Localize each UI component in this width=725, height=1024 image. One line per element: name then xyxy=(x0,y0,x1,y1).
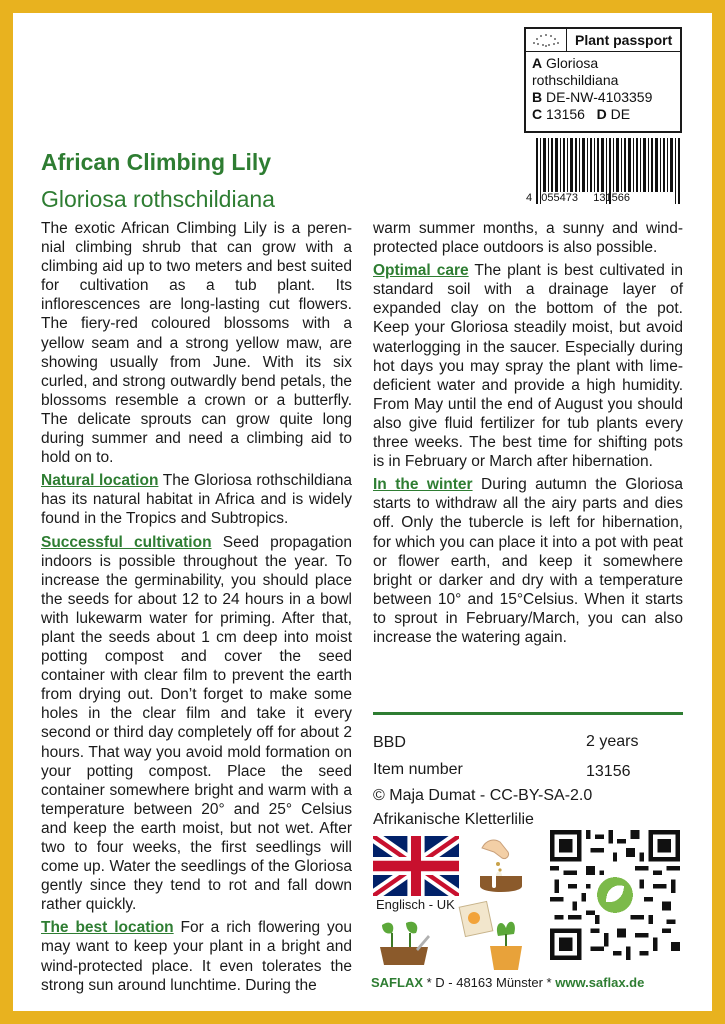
location-continued: warm summer months, a sunny and wind-protected place outdoors is also possible. xyxy=(373,220,683,257)
bbd-value: 2 years xyxy=(586,733,639,750)
qr-code-icon xyxy=(550,830,680,960)
cultivation-paragraph: Successful cultivation Seed propagation indoors is possible throughout the year. To increase the germinability, you should place the seeds for about 12 to 24 hours in a bowl with lukewarm water for priming. After that, plant the seeds about 1 cm deep into moist potting compost and cover the seed container with clear film to prevent the earth from drying out. Don’t forget to make some holes in the clear film and take it every second or third day completely off for about 2 hours. That way you avoid mold formation on your potting compost. Place the seed container somewhere bright and warm with a temperature between 20° and 25° Celsius and keep the earth moist, but not wet. After two to four weeks, the first seedlings will come up. Water the seedlings of the Gloriosa gently since they tend to rot and fall down rather quickly. xyxy=(41,533,352,914)
barcode-numbers: 4 055473 131566 xyxy=(526,192,631,204)
location-heading: The best location xyxy=(41,919,174,937)
text-column-right xyxy=(373,219,683,651)
text-column-left xyxy=(41,219,352,999)
brand-name: SAFLAX xyxy=(371,975,423,990)
footer xyxy=(371,975,644,990)
winter-paragraph: In the winter During autumn the Gloriosa starts to withdraw all the airy parts and dies off. Only the tubercle is left for hibernation, for which you can place it into a pot with peat or flower earth, and keep it somewhere bright or darker and dry with a temperature between 10° and 15°Celsius. When it starts to sprout in February/March, you can also increase the watering again. xyxy=(373,476,683,646)
eu-organic-leaf-icon xyxy=(526,29,567,51)
item-number-value: 13156 xyxy=(586,763,631,780)
bbd-label: BBD xyxy=(373,734,406,751)
german-name: Afrikanische Kletterlilie xyxy=(373,811,534,828)
cultivation-heading: Successful cultivation xyxy=(41,533,212,551)
seedling-soil-icon xyxy=(376,913,432,971)
natural-location-heading: Natural location xyxy=(41,472,159,490)
winter-heading: In the winter xyxy=(373,476,473,494)
passport-row-a-cont: rothschildiana xyxy=(532,72,619,88)
care-paragraph: Optimal care The plant is best cultivated in standard soil with a drainage layer of expanded clay on the bottom of the pot. Keep your Gloriosa steadily moist, but avoid waterlogging in the saucer. Especially during hot days you may spray the plant with lime-deficient water and provide a high humidity. From May until the end of August you should also give fluid fertilizer for tub plants every three weeks. The best time for shifting pots is in February or March after hibernation. xyxy=(373,262,683,471)
copyright: © Maja Dumat - CC-BY-SA-2.0 xyxy=(373,787,593,804)
website-link[interactable]: www.saflax.de xyxy=(555,975,645,990)
location-paragraph: The best location For a rich flowering you may want to keep your plant in a bright and wind-protected place. It even tolerates the strong sun around lunchtime. During the xyxy=(41,919,352,994)
address: * D - 48163 Münster * xyxy=(423,975,556,990)
passport-row-b: B DE-NW-4103359 xyxy=(532,89,653,105)
divider xyxy=(373,712,683,715)
botanical-name: Gloriosa rothschildiana xyxy=(41,186,275,212)
sowing-hand-icon xyxy=(472,830,530,900)
uk-flag-icon xyxy=(373,836,459,896)
item-number-label: Item number xyxy=(373,761,463,778)
plant-passport xyxy=(524,27,682,133)
flower-pot-icon xyxy=(456,900,524,972)
page-title: African Climbing Lily xyxy=(41,149,272,175)
care-heading: Optimal care xyxy=(373,262,469,280)
passport-title: Plant passport xyxy=(575,31,673,48)
passport-row-cd: C 13156 D DE xyxy=(532,106,631,122)
natural-location-paragraph: Natural location The Gloriosa rothschildiana has its natural habitat in Africa and is widely found in the Tropics and Subtropics. xyxy=(41,472,352,528)
language-label: Englisch - UK xyxy=(376,897,455,912)
passport-row-a: A Gloriosa xyxy=(532,55,599,71)
intro-paragraph: The exotic African Climbing Lily is a perennial climbing shrub that can grow with a climbing aid up to two meters and best suited for cultivation as a tub plant. Its inflorescences are long-lasting cut flowers. The fiery-red coloured blossoms with a yellow seam and a strong yellow maw, are showing usually from June. With its six curled, and strong outwardly bend petals, the blossoms resemble a crown or a butterfly. The delicate sprouts can grow quite long during summer and need a climbing aid to hold on to. xyxy=(41,220,352,467)
